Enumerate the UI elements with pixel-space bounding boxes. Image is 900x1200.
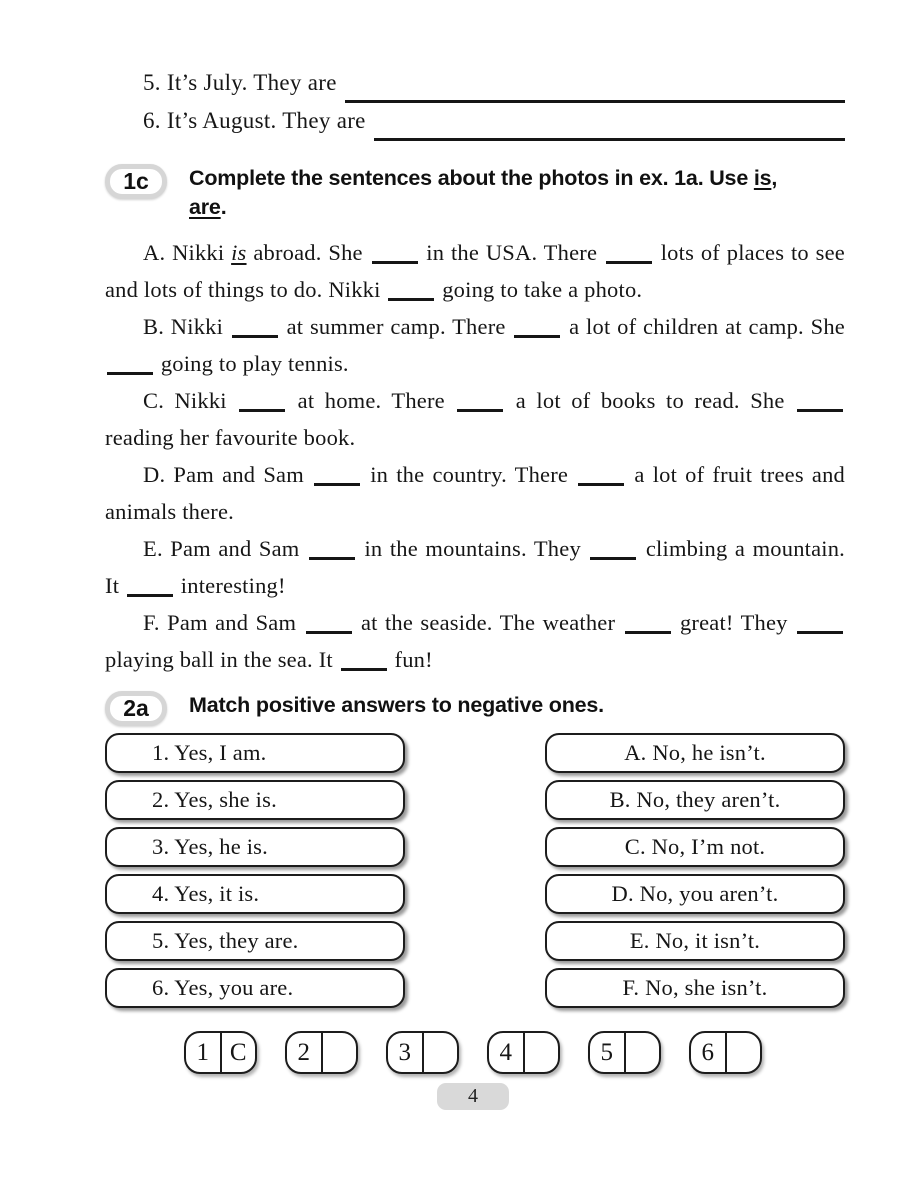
underlined-example-word: is [231, 240, 247, 265]
positive-answer-3[interactable]: 3. Yes, he is. [105, 827, 405, 867]
paragraph-d [105, 456, 845, 530]
title-text: , [771, 166, 778, 190]
paragraph-b [105, 308, 845, 382]
answer-blank[interactable] [232, 335, 278, 338]
positive-answer-4[interactable]: 4. Yes, it is. [105, 874, 405, 914]
answer-letter-cell[interactable] [424, 1033, 458, 1072]
answer-blank[interactable] [306, 631, 352, 634]
answer-box-3 [386, 1031, 459, 1074]
answer-letter-cell[interactable] [323, 1033, 357, 1072]
sentence-text: playing ball in the sea. It [105, 647, 339, 672]
answer-blank[interactable] [341, 668, 387, 671]
fill-item-5 [143, 70, 845, 108]
answer-box-4 [487, 1031, 560, 1074]
sentence-text: F. Pam and Sam [143, 610, 304, 635]
fill-item-6 [143, 108, 845, 146]
answer-blank[interactable] [590, 557, 636, 560]
answer-box-2 [285, 1031, 358, 1074]
sentence-text: reading her favourite book. [105, 425, 356, 450]
sentence-text: C. Nikki [143, 388, 238, 413]
sentence-text: in the mountains. They [356, 536, 589, 561]
answer-blank[interactable] [372, 261, 418, 264]
paragraph-a [105, 234, 845, 308]
answer-letter-cell[interactable] [727, 1033, 761, 1072]
sentence-text: a lot of children at camp. She [562, 314, 845, 339]
answer-number: 6 [691, 1033, 727, 1072]
write-in-line[interactable] [345, 100, 845, 103]
positive-answers-column [105, 733, 405, 1008]
answer-letter-cell[interactable] [525, 1033, 559, 1072]
title-underlined-are: are [189, 195, 221, 219]
sentence-text: B. Nikki [143, 314, 230, 339]
answer-number: 3 [388, 1033, 424, 1072]
answer-blank[interactable] [797, 409, 843, 412]
answer-blank[interactable] [127, 594, 173, 597]
fill-in-section [143, 0, 845, 146]
sentence-text: at the seaside. The weather [353, 610, 623, 635]
positive-answer-1[interactable]: 1. Yes, I am. [105, 733, 405, 773]
paragraph-e [105, 530, 845, 604]
answer-key-row [23, 1031, 900, 1074]
negative-answer-a[interactable]: A. No, he isn’t. [545, 733, 845, 773]
answer-blank[interactable] [107, 372, 153, 375]
answer-blank[interactable] [314, 483, 360, 486]
sentence-text: at home. There [287, 388, 456, 413]
exercise-2a-badge: 2a [105, 691, 167, 726]
title-text: . [220, 195, 227, 219]
sentence-text: a lot of fruit trees and animals there. [105, 462, 845, 524]
negative-answer-d[interactable]: D. No, you aren’t. [545, 874, 845, 914]
sentence-text: in the USA. There [419, 240, 604, 265]
title-text: Complete the sentences about the photos in ex. 1a. Use [189, 166, 754, 190]
fill-item-label: 6. It’s August. They are [143, 108, 366, 133]
matching-exercise [105, 733, 845, 1008]
answer-box-6 [689, 1031, 762, 1074]
negative-answer-e[interactable]: E. No, it isn’t. [545, 921, 845, 961]
answer-number: 1 [186, 1033, 222, 1072]
answer-blank[interactable] [239, 409, 285, 412]
answer-blank[interactable] [578, 483, 624, 486]
title-underlined-is: is [753, 166, 772, 190]
fill-item-label: 5. It’s July. They are [143, 70, 337, 95]
sentence-text: D. Pam and Sam [143, 462, 313, 487]
answer-box-5 [588, 1031, 661, 1074]
exercise-1c-title [189, 164, 777, 222]
sentence-text: abroad. She [246, 240, 370, 265]
negative-answers-column [545, 733, 845, 1008]
sentence-text: going to take a photo. [436, 277, 643, 302]
page-number-badge: 4 [437, 1083, 509, 1110]
exercise-1c-header [105, 164, 845, 222]
sentence-text: A. Nikki [143, 240, 232, 265]
negative-answer-c[interactable]: C. No, I’m not. [545, 827, 845, 867]
exercise-1c-badge: 1c [105, 164, 167, 199]
paragraph-c [105, 382, 845, 456]
sentence-paragraphs [105, 234, 845, 678]
answer-number: 5 [590, 1033, 626, 1072]
sentence-text: interesting! [174, 573, 286, 598]
write-in-line[interactable] [374, 138, 845, 141]
positive-answer-2[interactable]: 2. Yes, she is. [105, 780, 405, 820]
answer-box-1 [184, 1031, 257, 1074]
paragraph-f [105, 604, 845, 678]
sentence-text: E. Pam and Sam [143, 536, 307, 561]
answer-blank[interactable] [606, 261, 652, 264]
sentence-text: climbing a mountain. It [105, 536, 846, 598]
answer-blank[interactable] [625, 631, 671, 634]
sentence-text: at summer camp. There [279, 314, 513, 339]
exercise-2a-header [105, 691, 845, 726]
sentence-text: lots of places to see and lots of things to do. Nikki [105, 240, 845, 302]
negative-answer-b[interactable]: B. No, they aren’t. [545, 780, 845, 820]
answer-blank[interactable] [309, 557, 355, 560]
answer-letter-cell[interactable] [626, 1033, 660, 1072]
exercise-2a-title: Match positive answers to negative ones. [189, 693, 604, 717]
positive-answer-6[interactable]: 6. Yes, you are. [105, 968, 405, 1008]
sentence-text: going to play tennis. [155, 351, 349, 376]
sentence-text: in the country. There [362, 462, 577, 487]
answer-letter-cell[interactable]: C [229, 1038, 247, 1066]
positive-answer-5[interactable]: 5. Yes, they are. [105, 921, 405, 961]
answer-blank[interactable] [457, 409, 503, 412]
sentence-text: a lot of books to read. She [505, 388, 795, 413]
sentence-text: fun! [388, 647, 433, 672]
answer-number: 2 [287, 1033, 323, 1072]
answer-number: 4 [489, 1033, 525, 1072]
negative-answer-f[interactable]: F. No, she isn’t. [545, 968, 845, 1008]
answer-blank[interactable] [797, 631, 843, 634]
sentence-text: great! They [672, 610, 795, 635]
answer-blank[interactable] [388, 298, 434, 301]
answer-blank[interactable] [514, 335, 560, 338]
